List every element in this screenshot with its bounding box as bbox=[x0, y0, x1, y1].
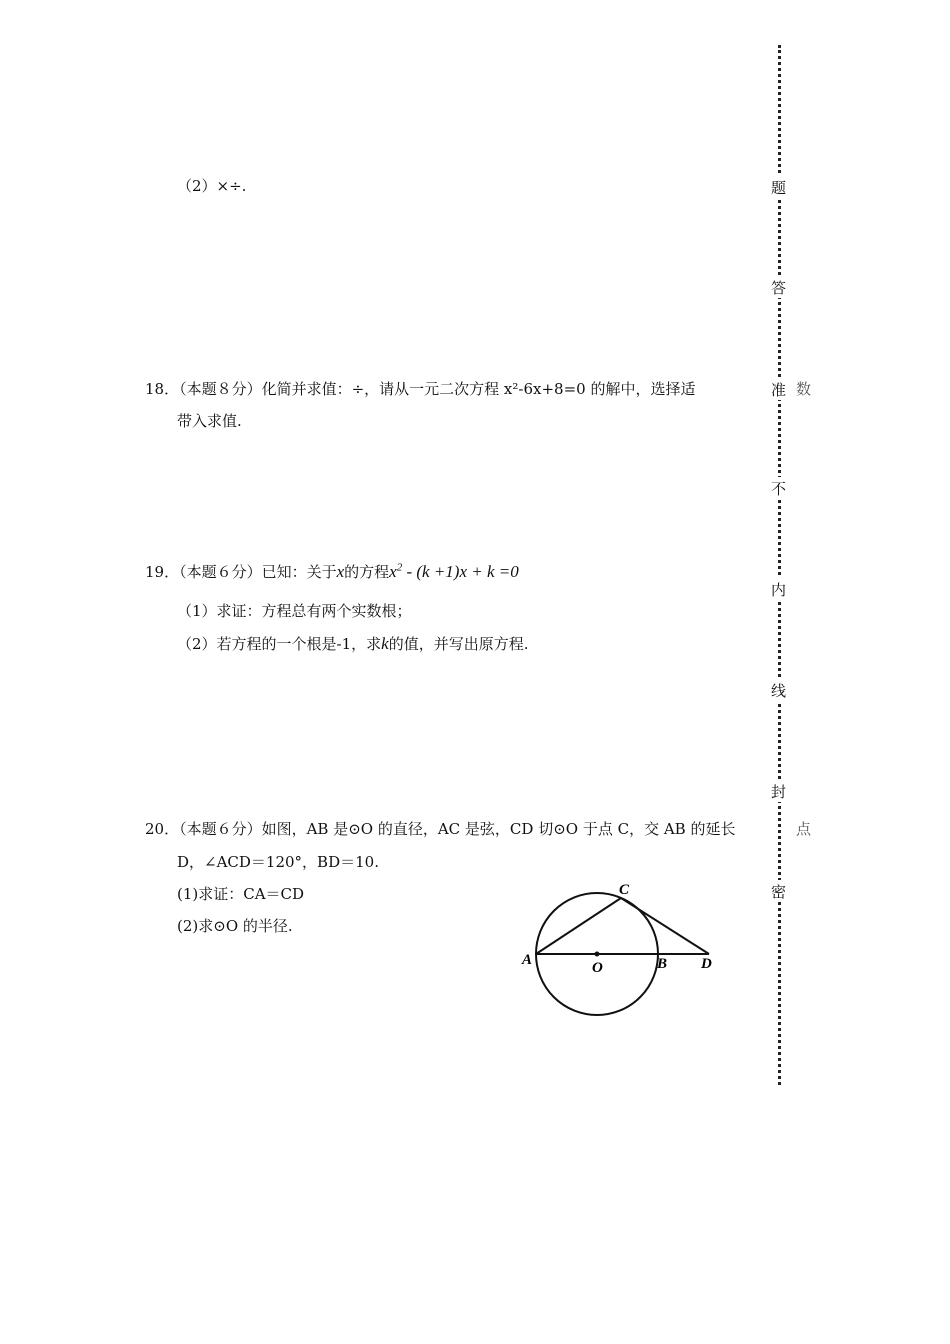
q20-edge-glyph: 点 bbox=[796, 820, 812, 838]
seal-char-da: 答 bbox=[771, 276, 789, 298]
q19-part2-a: （2）若方程的一个根是-1，求 bbox=[177, 635, 382, 653]
q17-part2: （2）×÷. bbox=[177, 177, 247, 195]
seal-char-xian: 线 bbox=[771, 679, 789, 701]
seal-dotted-line bbox=[778, 45, 781, 1085]
seal-char-ti: 题 bbox=[771, 176, 789, 198]
label-d: D bbox=[701, 956, 712, 972]
q18-edge-glyph: 数 bbox=[796, 380, 812, 398]
center-point-o bbox=[595, 952, 600, 957]
q18-line2: 带入求值. bbox=[177, 412, 242, 430]
q19-part1: （1）求证：方程总有两个实数根； bbox=[177, 602, 412, 620]
label-a: A bbox=[522, 952, 533, 968]
q19-var-x: x bbox=[336, 562, 345, 581]
q19-part2-k: k bbox=[381, 634, 389, 653]
seal-char-mi: 密 bbox=[771, 880, 789, 902]
q19-eq-x: x bbox=[389, 562, 397, 581]
chord-ac bbox=[536, 898, 621, 954]
q19-eq-exponent: 2 bbox=[396, 561, 403, 574]
q20-line1: 20．（本题６分）如图，AB 是⊙O 的直径，AC 是弦，CD 切⊙O 于点 C，交 AB 的延长 bbox=[145, 820, 736, 838]
q20-part1: (1)求证：CA＝CD bbox=[177, 885, 305, 903]
label-b: B bbox=[657, 956, 668, 972]
q19-stem bbox=[145, 561, 519, 582]
q19-prefix: 19．（本题６分）已知：关于 bbox=[145, 563, 337, 581]
q19-mid: 的方程 bbox=[344, 563, 390, 581]
tangent-cd bbox=[621, 898, 709, 954]
label-o: O bbox=[592, 960, 603, 976]
q19-equation bbox=[389, 562, 519, 581]
q20-part2: (2)求⊙O 的半径. bbox=[177, 917, 293, 935]
q18-line1: 18．（本题８分）化简并求值：÷，请从一元二次方程 x²-6x+8=0 的解中，选择适 bbox=[145, 380, 696, 398]
q20-line2: D，∠ACD＝120°，BD＝10. bbox=[177, 853, 379, 871]
seal-char-bu: 不 bbox=[771, 477, 789, 499]
seal-char-nei: 内 bbox=[771, 578, 789, 600]
q19-eq-rest: - (k +1)x + k =0 bbox=[402, 562, 519, 581]
label-c: C bbox=[619, 882, 630, 898]
q19-part2 bbox=[177, 633, 529, 654]
seal-char-feng: 封 bbox=[771, 780, 789, 802]
circle-tangent-figure bbox=[515, 878, 725, 1023]
q19-part2-b: 的值，并写出原方程. bbox=[388, 635, 529, 653]
seal-char-zhun: 准 bbox=[771, 378, 789, 400]
